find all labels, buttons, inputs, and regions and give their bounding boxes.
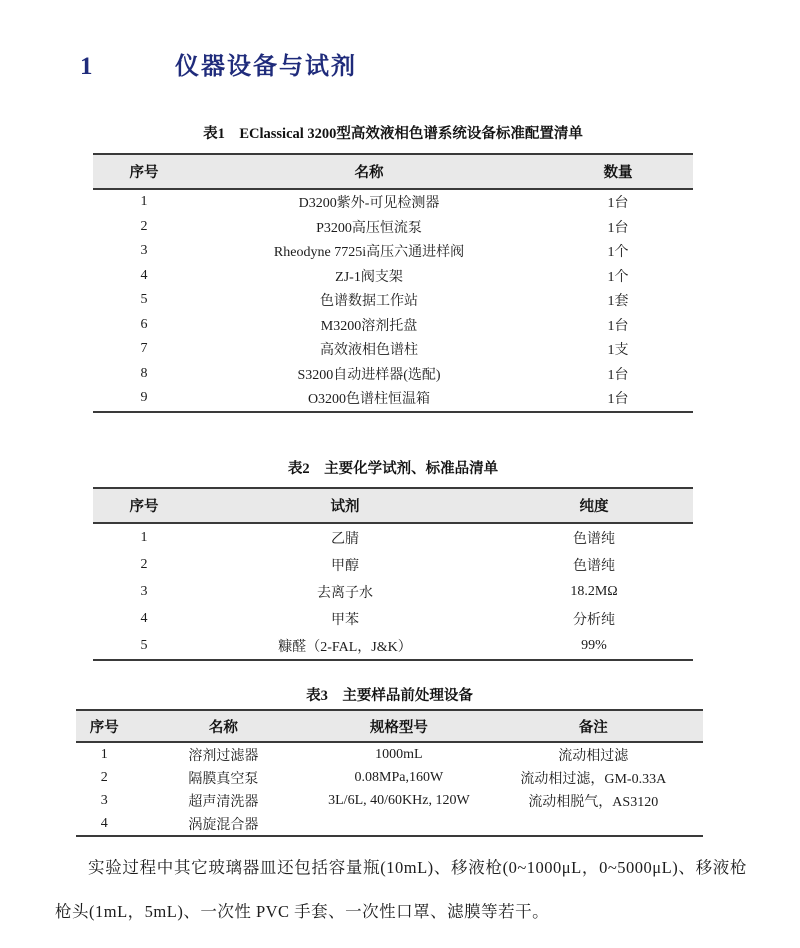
table-cell: 1台 [607,318,629,334]
table-cell: 去离子水 [317,585,373,601]
column-header: 数量 [543,154,693,189]
table-cell: 甲苯 [331,612,359,628]
table-row [76,766,703,789]
table-cell: 4 [140,267,148,283]
table-cell: 色谱数据工作站 [320,294,418,310]
table-cell: 1台 [543,386,693,412]
table-row [76,789,703,812]
column-header: 名称 [195,154,543,189]
table-row [93,313,693,338]
table-row [93,551,693,578]
table-cell: 1个 [607,269,629,285]
table-cell: 9 [93,386,195,412]
pretreatment-equipment-table [76,709,703,837]
table-cell: 流动相过滤，GM-0.33A [520,771,667,787]
table-cell: 1个 [607,245,629,261]
table-row [93,215,693,240]
column-header: 序号 [93,488,195,523]
column-header: 序号 [93,154,195,189]
column-header: 试剂 [195,488,495,523]
table-cell: 7 [140,341,148,357]
table-cell: 1台 [607,196,629,212]
table-cell: Rheodyne 7725i高压六通进样阀 [273,245,465,261]
table-header-row [93,488,693,523]
table-cell: 8 [140,365,148,381]
table-cell: P3200高压恒流泵 [316,220,422,236]
body-paragraph: 实验过程中其它玻璃器皿还包括容量瓶(10mL)、移液枪(0~1000μL，0~5000μL)、移液枪枪头(1mL，5mL)、一次性 PVC 手套、一次性口罩、滤膜等若干。 [55,858,747,921]
table-cell: 18.2MΩ [570,583,618,599]
table-cell: 1台 [607,220,629,236]
table-cell: 1支 [607,343,629,359]
table-cell: 超声清洗器 [188,794,259,810]
table-cell: 5 [93,632,195,660]
table-row [76,742,703,766]
table-cell: S3200自动进样器(选配) [297,367,441,383]
table-cell: 2 [100,769,108,785]
table-row [93,386,693,412]
table-cell: 乙腈 [331,531,359,547]
table-cell: 流动相脱气，AS3120 [528,794,659,810]
table-cell: 4 [76,812,132,836]
table-row [93,578,693,605]
reagents-table [93,487,693,661]
table-cell: 1 [140,529,148,545]
table-cell: 4 [140,610,148,626]
table-cell: 溶剂过滤器 [188,748,259,764]
column-header: 纯度 [495,488,693,523]
table-cell [314,812,483,836]
table-cell: 流动相过滤 [558,748,629,764]
table-cell: O3200色谱柱恒温箱 [195,386,543,412]
table-cell: 色谱纯 [573,558,615,574]
table-cell: 涡旋混合器 [132,812,314,836]
table-row [93,632,693,660]
table-cell: 3 [140,583,148,599]
column-header: 名称 [132,710,314,742]
table-cell: 0.08MPa,160W [354,769,444,785]
column-header: 序号 [76,710,132,742]
table-cell: M3200溶剂托盘 [320,318,418,334]
table-cell [484,812,703,836]
table-cell: 1套 [607,294,629,310]
table-row [93,288,693,313]
table-row [76,812,703,836]
table-cell: 3L/6L, 40/60KHz, 120W [328,792,470,808]
table-cell: ZJ-1阀支架 [335,269,403,285]
table-cell: 色谱纯 [573,531,615,547]
table-cell: 6 [140,316,148,332]
section-title: 仪器设备与试剂 [175,54,357,80]
table-cell: 1000mL [375,746,423,762]
table-cell: 3 [100,792,108,808]
table-cell: 隔膜真空泵 [188,771,259,787]
table-cell: 糠醛（2-FAL，J&K） [195,632,495,660]
equipment-config-table [93,153,693,413]
table-cell: 1台 [607,367,629,383]
table-cell: 3 [140,243,148,259]
table-cell: 2 [140,556,148,572]
section-number: 1 [80,53,93,80]
table-row [93,189,693,215]
table-row [93,239,693,264]
table-cell: 高效液相色谱柱 [320,343,418,359]
table-cell: D3200紫外-可见检测器 [298,196,440,212]
table-cell: 甲醇 [331,558,359,574]
table-cell: 分析纯 [573,612,615,628]
table-row [93,523,693,551]
column-header: 规格型号 [314,710,483,742]
table-cell: 5 [140,292,148,308]
column-header: 备注 [484,710,703,742]
table-row [93,362,693,387]
table-cell: 1 [140,194,148,210]
table3-caption: 表3 主要样品前处理设备 [306,688,473,704]
table-cell: 2 [140,218,148,234]
section-heading [80,46,745,81]
table-header-row [93,154,693,189]
table-row [93,337,693,362]
table-header-row [76,710,703,742]
table-row [93,264,693,289]
table-row [93,605,693,632]
table-cell: 99% [495,632,693,660]
table-cell: 1 [100,746,108,762]
table1-caption: 表1 EClassical 3200型高效液相色谱系统设备标准配置清单 [203,126,583,142]
table2-caption: 表2 主要化学试剂、标准品清单 [287,461,499,477]
